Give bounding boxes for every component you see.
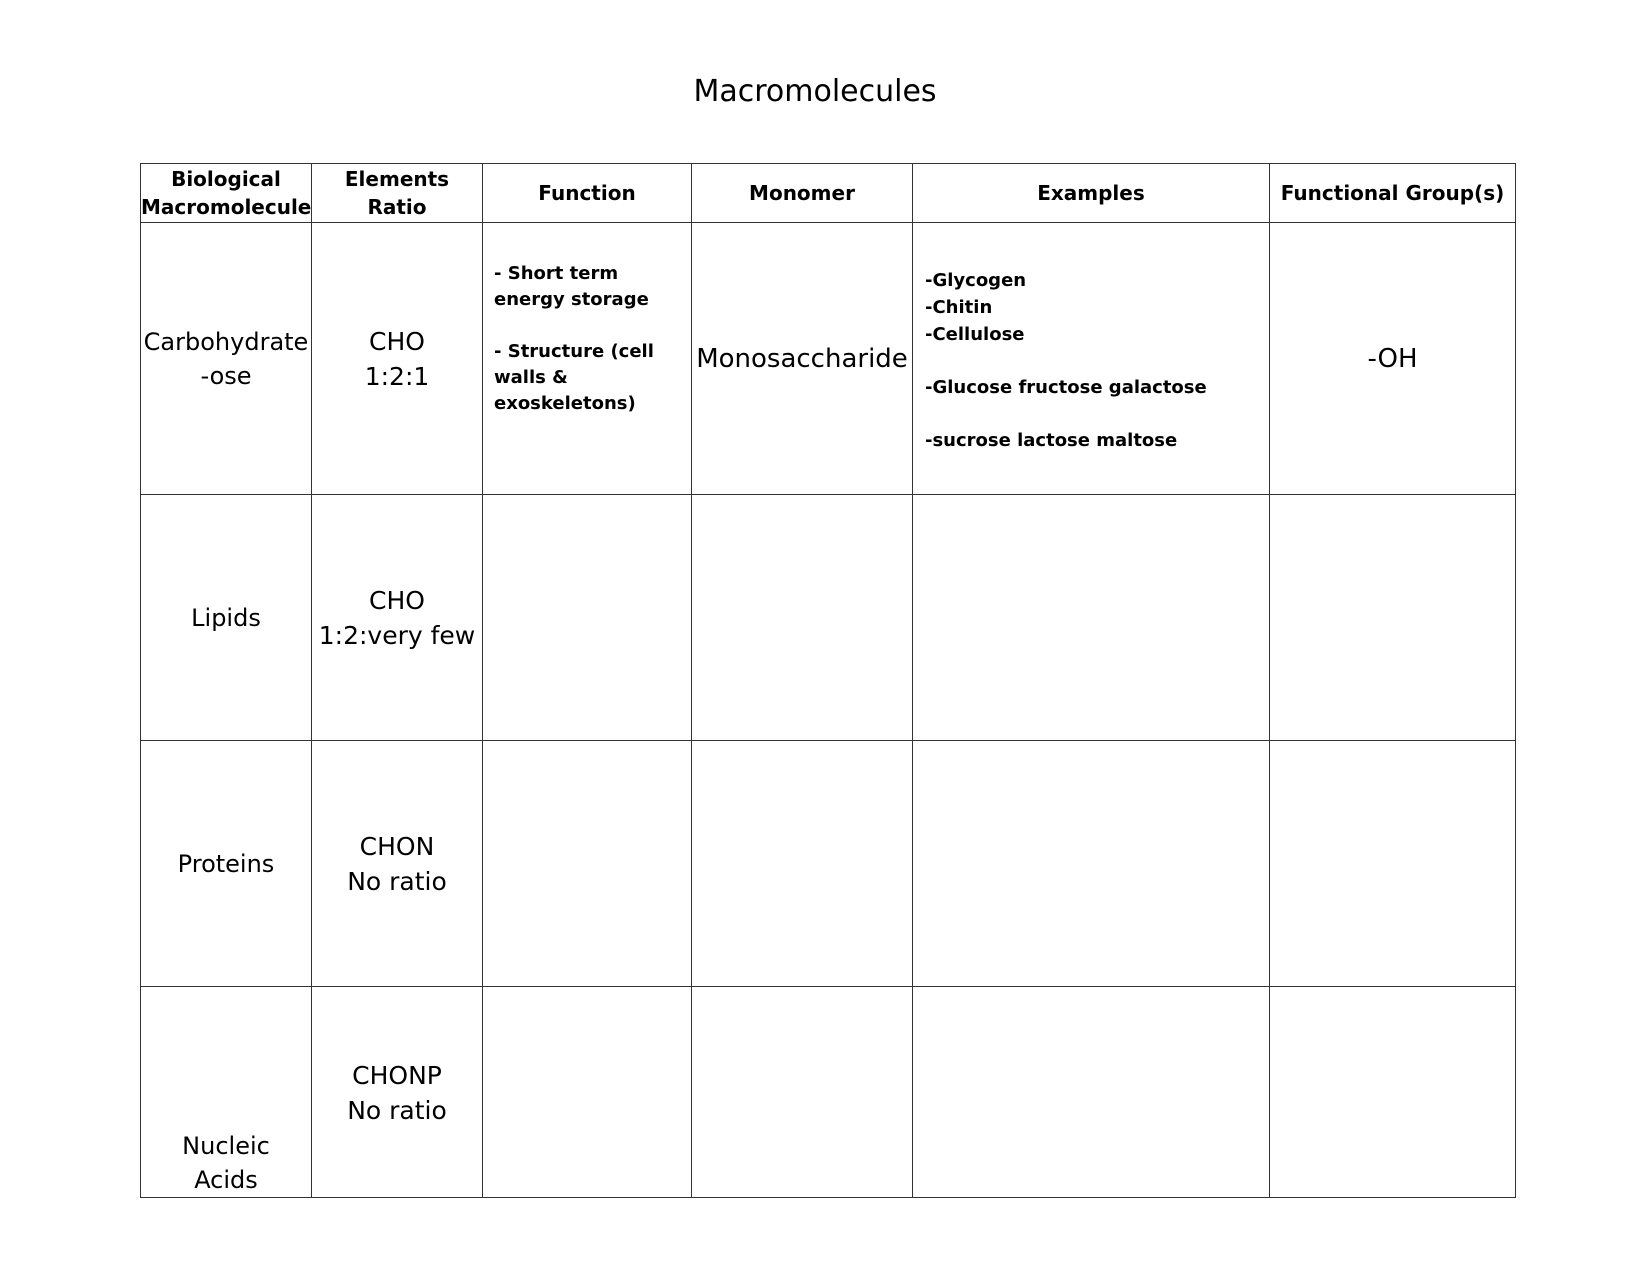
cell-name-carbohydrate (141, 223, 312, 495)
function-item: - Short term energy storage (494, 263, 649, 310)
ratio-text: 1:2:1 (364, 361, 430, 391)
cell-function-lipids (483, 495, 692, 741)
header-macromolecule (141, 164, 312, 223)
cell-name-nucleic-acids (141, 987, 312, 1198)
example-item: -sucrose lactose maltose (925, 430, 1178, 451)
cell-elements-nucleic-acids (312, 987, 483, 1198)
macromolecules-table (140, 163, 1516, 1198)
header-macromolecule-line-2: Macromolecule (141, 195, 312, 219)
header-elements-line-1: Elements (344, 167, 450, 191)
cell-elements-lipids (312, 495, 483, 741)
example-item: -Chitin (925, 297, 993, 318)
cell-functional-group-carbohydrate: -OH (1270, 223, 1516, 495)
page-title: Macromolecules (693, 74, 937, 109)
name-line-2: Acids (194, 1166, 258, 1194)
cell-functional-group-nucleic-acids (1270, 987, 1516, 1198)
elements-text: CHONP (352, 1061, 442, 1090)
header-examples: Examples (913, 164, 1270, 223)
elements-text: CHO (369, 585, 425, 615)
name-line-1: Proteins (177, 849, 275, 878)
cell-function-nucleic-acids (483, 987, 692, 1198)
name-line-1: Nucleic (182, 1132, 270, 1160)
name-line-1: Lipids (191, 603, 261, 632)
cell-elements-proteins (312, 741, 483, 987)
cell-functional-group-proteins (1270, 741, 1516, 987)
ratio-text: 1:2:very few (318, 620, 476, 650)
cell-monomer-nucleic-acids (692, 987, 913, 1198)
cell-monomer-carbohydrate: Monosaccharide (692, 223, 913, 495)
cell-function-proteins (483, 741, 692, 987)
header-elements-ratio (312, 164, 483, 223)
example-item: -Glucose fructose galactose (925, 377, 1207, 398)
cell-name-lipids (141, 495, 312, 741)
cell-name-proteins (141, 741, 312, 987)
ratio-text: No ratio (347, 866, 447, 896)
cell-functional-group-lipids (1270, 495, 1516, 741)
cell-function-carbohydrate (483, 223, 692, 495)
cell-examples-carbohydrate (913, 223, 1270, 495)
header-monomer: Monomer (692, 164, 913, 223)
elements-text: CHON (359, 831, 435, 861)
cell-examples-lipids (913, 495, 1270, 741)
table-row-lipids (141, 495, 1516, 741)
table-row-carbohydrate (141, 223, 1516, 495)
header-functional-groups: Functional Group(s) (1270, 164, 1516, 223)
header-macromolecule-line-1: Biological (171, 167, 281, 191)
example-item: -Glycogen (925, 270, 1027, 291)
function-item: - Structure (cell walls & exoskeletons) (494, 341, 654, 414)
cell-elements-carbohydrate (312, 223, 483, 495)
cell-examples-proteins (913, 741, 1270, 987)
ratio-text: No ratio (347, 1096, 447, 1125)
header-function: Function (483, 164, 692, 223)
cell-monomer-lipids (692, 495, 913, 741)
header-elements-line-2: Ratio (367, 195, 427, 219)
elements-text: CHO (369, 326, 425, 356)
header-row (141, 164, 1516, 223)
cell-monomer-proteins (692, 741, 913, 987)
example-item: -Cellulose (925, 324, 1025, 345)
cell-examples-nucleic-acids (913, 987, 1270, 1198)
table-row-nucleic-acids (141, 987, 1516, 1198)
name-line-2: -ose (200, 361, 252, 390)
table-row-proteins (141, 741, 1516, 987)
name-line-1: Carbohydrate (143, 327, 309, 356)
